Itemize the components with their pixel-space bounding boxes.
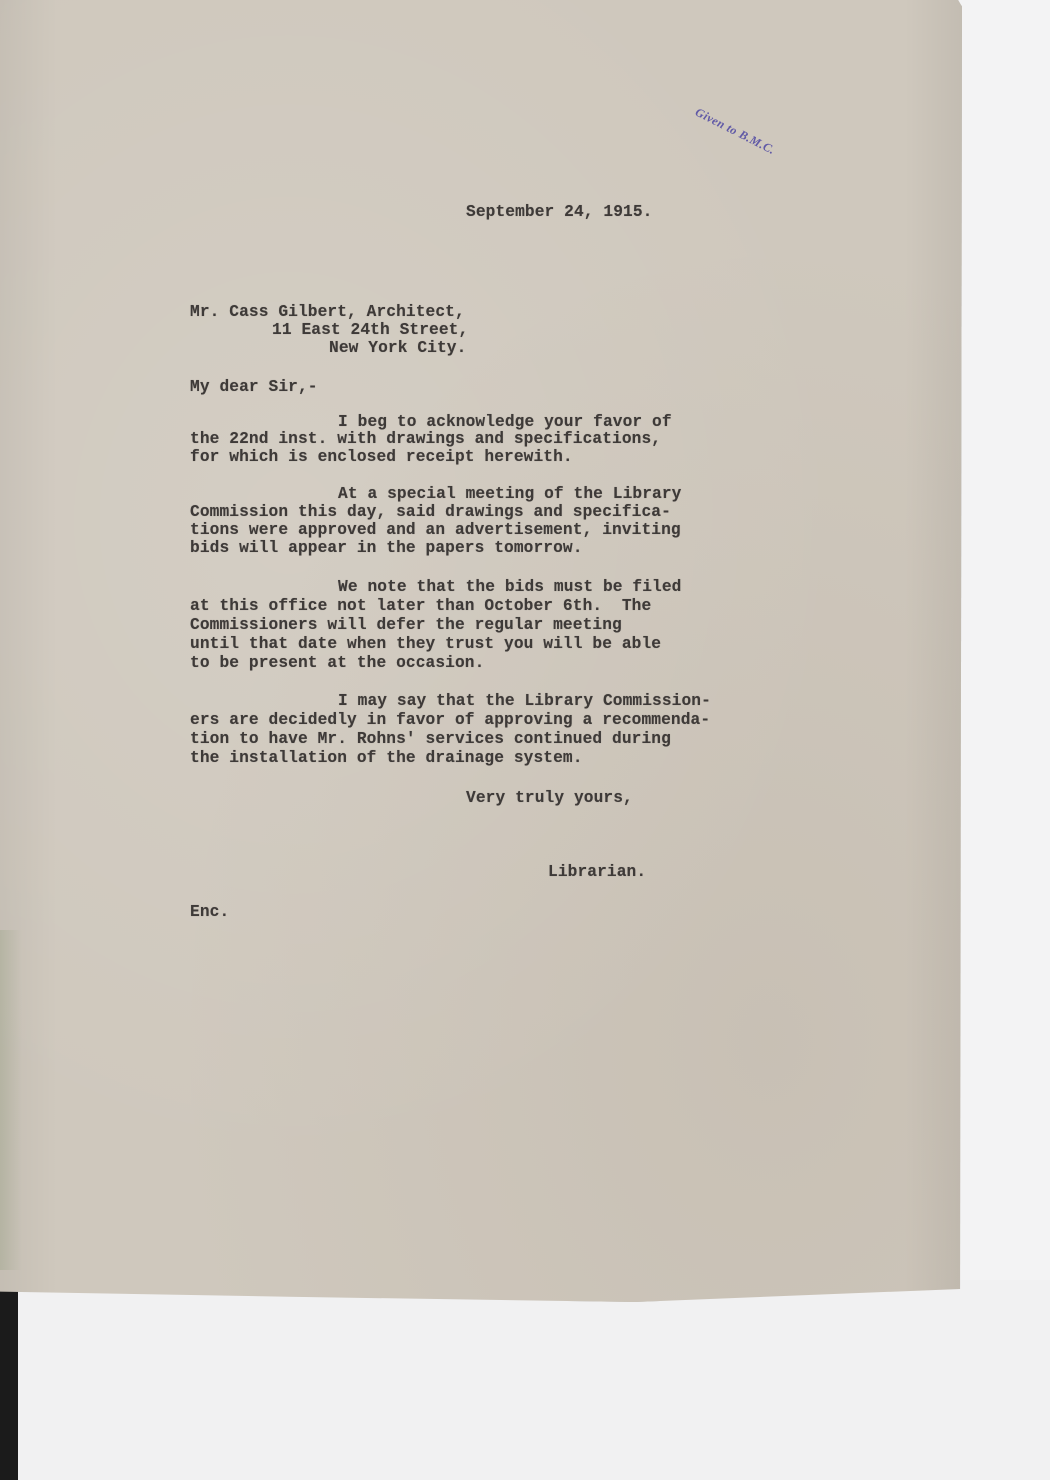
paragraph-4-line-1: I may say that the Library Commission- [338, 692, 711, 710]
enclosure-note: Enc. [190, 903, 230, 921]
salutation: My dear Sir,- [190, 378, 318, 396]
paper-stain [0, 930, 22, 1270]
recipient-line-3: New York City. [329, 339, 467, 357]
recipient-line-1: Mr. Cass Gilbert, Architect, [190, 303, 465, 321]
paragraph-2-line-4: bids will appear in the papers tomorrow. [190, 539, 583, 557]
letter-date: September 24, 1915. [466, 203, 653, 221]
recipient-line-2: 11 East 24th Street, [272, 321, 469, 339]
paragraph-1-line-3: for which is enclosed receipt herewith. [190, 448, 573, 466]
closing: Very truly yours, [466, 789, 633, 807]
paragraph-3-line-3: Commissioners will defer the regular meeting [190, 616, 622, 634]
paragraph-4-line-4: the installation of the drainage system. [190, 749, 583, 767]
handwritten-stamp: Given to B.M.C. [693, 104, 778, 158]
paragraph-3-line-2: at this office not later than October 6th. The [190, 597, 652, 615]
paragraph-4-line-2: ers are decidedly in favor of approving a recommenda- [190, 711, 711, 729]
scanner-background [0, 1280, 1050, 1480]
paragraph-2-line-1: At a special meeting of the Library [338, 485, 682, 503]
paragraph-3-line-4: until that date when they trust you will be able [190, 635, 662, 653]
paragraph-3-line-5: to be present at the occasion. [190, 654, 485, 672]
signature: Librarian. [548, 863, 647, 881]
paragraph-1-line-2: the 22nd inst. with drawings and specifications, [190, 430, 662, 448]
paragraph-3-line-1: We note that the bids must be filed [338, 578, 682, 596]
paragraph-4-line-3: tion to have Mr. Rohns' services continued during [190, 730, 671, 748]
paragraph-1-line-1: I beg to acknowledge your favor of [338, 413, 672, 431]
paragraph-2-line-2: Commission this day, said drawings and specifica- [190, 503, 671, 521]
paragraph-2-line-3: tions were approved and an advertisement, inviting [190, 521, 681, 539]
